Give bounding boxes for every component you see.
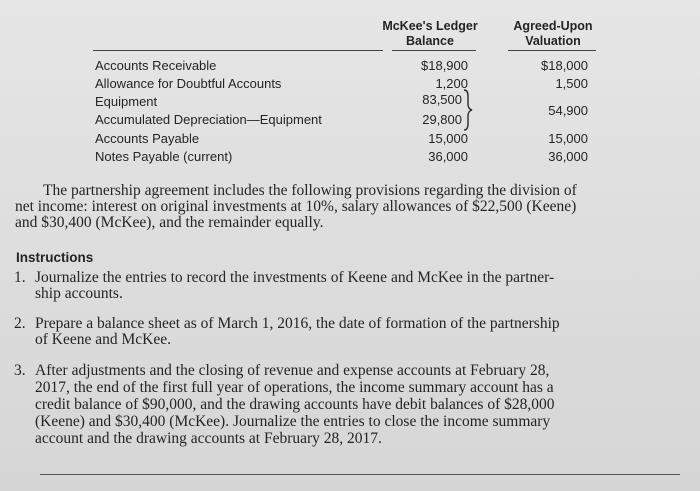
ledger-header-line2: Balance [406,34,454,48]
curly-brace-icon [462,88,474,132]
row-valuation-value: 1,500 [555,76,588,91]
instruction-item-3 [14,362,682,447]
equipment-net-valuation: 54,900 [548,103,588,118]
item-number: 3. [14,362,26,379]
instructions-heading: Instructions [16,250,94,265]
item-line: (Keene) and $30,400 (McKee). Journalize the entries to close the income summary [35,413,551,430]
row-label: Notes Payable (current) [95,149,233,164]
ledger-header-line1: McKee's Ledger [382,19,478,33]
item-line: credit balance of $90,000, and the drawing accounts have debit balances of $28,000 [35,396,555,413]
item-number: 1. [14,269,26,286]
provisions-paragraph [15,183,680,231]
header-rule-valuation [508,50,596,51]
valuation-header-line2: Valuation [525,34,581,48]
item-line: Journalize the entries to record the investments of Keene and McKee in the partner- [35,269,555,286]
paragraph-line: net income: interest on original investments at 10%, salary allowances of $22,500 (Keene) [15,198,577,215]
paragraph-line: The partnership agreement includes the following provisions regarding the division of [43,182,577,199]
instruction-item-1 [14,270,682,302]
item-line: 2017, the end of the first full year of operations, the income summary account has a [35,379,554,396]
row-ledger-value: 83,500 [422,92,462,107]
row-label: Accounts Payable [95,131,200,146]
row-ledger-value: $18,900 [421,58,468,73]
item-number: 2. [14,315,26,332]
ledger-balance-header [380,19,480,49]
header-rule-ledger [392,50,476,51]
row-label: Accumulated Depreciation—Equipment [95,112,322,127]
row-label: Allowance for Doubtful Accounts [95,76,282,91]
row-ledger-value: 36,000 [428,149,468,164]
paragraph-line: and $30,400 (McKee), and the remainder equally. [15,214,324,231]
item-line: ship accounts. [35,285,123,302]
row-label: Equipment [95,94,158,109]
row-valuation-value: 36,000 [548,149,588,164]
row-valuation-value: 15,000 [548,131,588,146]
row-ledger-value: 29,800 [422,112,462,127]
item-line: Prepare a balance sheet as of March 1, 2016, the date of formation of the partnership [35,315,560,332]
instruction-item-2 [14,316,682,348]
header-rule-left [93,50,383,51]
item-line: of Keene and McKee. [35,331,171,348]
row-label: Accounts Receivable [95,58,217,73]
item-line: After adjustments and the closing of revenue and expense accounts at February 28, [35,362,550,379]
row-ledger-value: 1,200 [435,76,468,91]
valuation-header-line1: Agreed-Upon [513,19,593,33]
row-ledger-value: 15,000 [428,131,468,146]
valuation-header [503,19,603,49]
row-valuation-value: $18,000 [541,58,588,73]
item-line: account and the drawing accounts at February 28, 2017. [35,430,382,447]
bottom-rule [40,474,680,475]
